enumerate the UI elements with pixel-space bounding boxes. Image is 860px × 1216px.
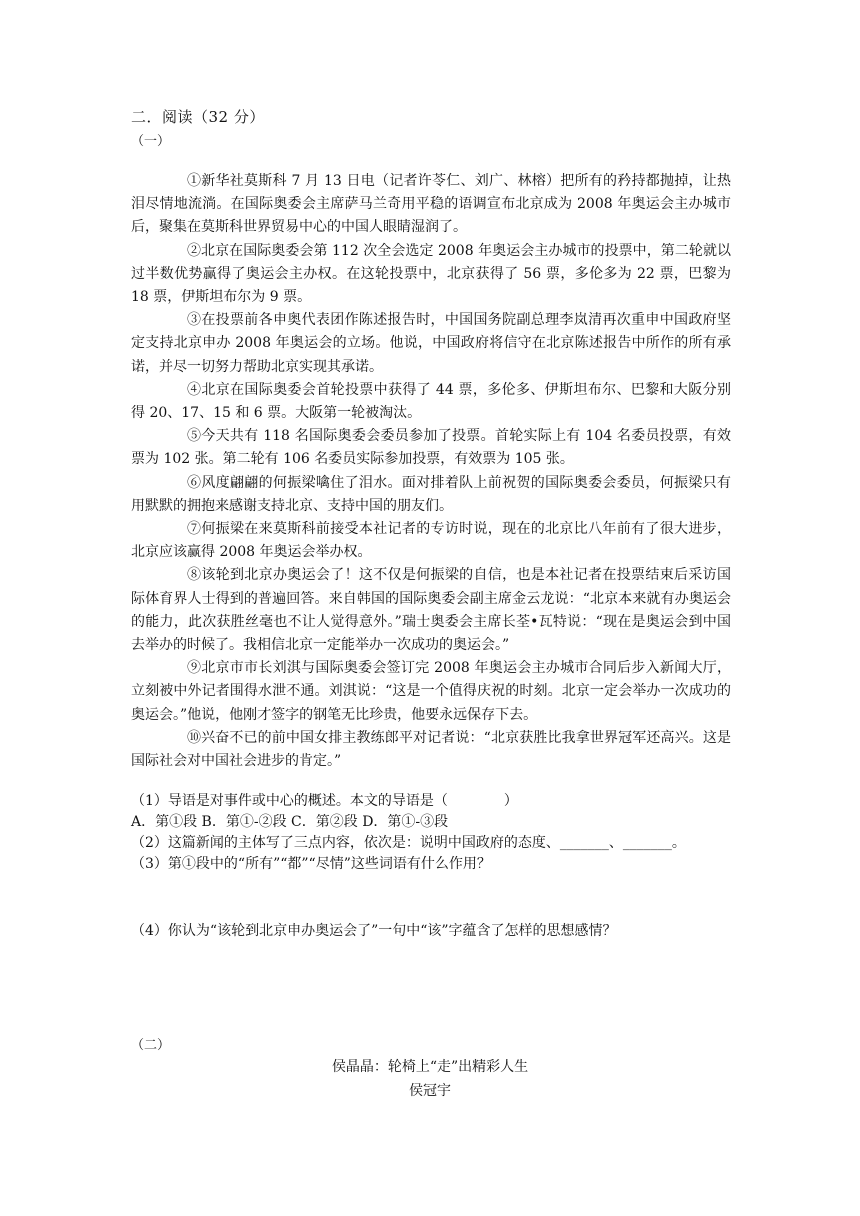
paragraph-10: ⑩兴奋不已的前中国女排主教练郎平对记者说：“北京获胜比我拿世界冠军还高兴。这是国际社会对中国社会进步的肯定。” xyxy=(131,729,731,770)
paragraph-8: ⑧该轮到北京办奥运会了！这不仅是何振梁的自信，也是本社记者在投票结束后采访国际体育界人士得到的普遍回答。来自韩国的国际奥委会副主席金云龙说：“北京本来就有办奥运会的能力，此次获胜丝毫也不让人觉得意外。”瑞士奥委会主席长荃•瓦特说：“现在是奥运会到中国去举办的时候了。我相信北京一定能举办一次成功的奥运会。” xyxy=(131,567,731,654)
paragraph-5: ⑤今天共有 118 名国际奥委会委员参加了投票。首轮实际上有 104 名委员投票，有效票为 102 张。第二轮有 106 名委员实际参加投票，有效票为 105 张。 xyxy=(131,428,731,468)
question-list xyxy=(131,791,751,875)
paragraph-9: ⑨北京市市长刘淇与国际奥委会签订完 2008 年奥运会主办城市合同后步入新闻大厅，立刻被中外记者围得水泄不通。刘淇说：“这是一个值得庆祝的时刻。北京一定会举办一次成功的奥运会。”他说，他刚才签字的钢笔无比珍贵，他要永远保存下去。 xyxy=(131,660,731,723)
article-2-author: 侯冠宇 xyxy=(409,1083,451,1099)
news-article xyxy=(131,170,731,773)
paragraph-6: ⑥风度翩翩的何振梁噙住了泪水。面对排着队上前祝贺的国际奥委会委员，何振梁只有用默默的拥抱来感谢支持北京、支持中国的朋友们。 xyxy=(131,474,731,514)
paragraph-3: ③在投票前各申奥代表团作陈述报告时，中国国务院副总理李岚清再次重申中国政府坚定支持北京申办 2008 年奥运会的立场。他说，中国政府将信守在北京陈述报告中所作的所有承诺，并尽一切努力帮助北京实现其承诺。 xyxy=(131,312,731,375)
paragraph-7: ⑦何振梁在来莫斯科前接受本社记者的专访时说，现在的北京比八年前有了很大进步，北京应该赢得 2008 年奥运会举办权。 xyxy=(131,521,731,561)
paragraph-4: ④北京在国际奥委会首轮投票中获得了 44 票，多伦多、伊斯坦布尔、巴黎和大阪分别得 20、17、15 和 6 票。大阪第一轮被淘汰。 xyxy=(131,381,731,422)
part-label-1: （一） xyxy=(131,134,171,149)
question-1: （1）导语是对事件或中心的概述。本文的导语是（ ） xyxy=(131,793,518,809)
paragraph-1: ①新华社莫斯科 7 月 13 日电（记者许苓仁、刘广、林榕）把所有的矜持都抛掉，让热泪尽情地流淌。在国际奥委会主席萨马兰奇用平稳的语调宣布北京成为 2008 年奥运会主办城市后，聚集在莫斯科世界贸易中心的中国人眼睛湿润了。 xyxy=(131,173,731,236)
question-4: （4）你认为“该轮到北京申办奥运会了”一句中“该”字蕴含了怎样的思想感情？ xyxy=(131,923,617,939)
question-3: （3）第①段中的“所有”“都”“尽情”这些词语有什么作用？ xyxy=(131,856,491,872)
question-1-options: A．第①段 B．第①-②段 C．第②段 D．第①-③段 xyxy=(131,814,449,830)
section-heading: 二．阅读（32 分） xyxy=(131,108,265,126)
article-2-title: 侯晶晶：轮椅上“走”出精彩人生 xyxy=(331,1059,529,1075)
paragraph-2: ②北京在国际奥委会第 112 次全会选定 2008 年奥运会主办城市的投票中，第二轮就以过半数优势赢得了奥运会主办权。在这轮投票中，北京获得了 56 票，多伦多为 22 票，巴黎为 18 票，伊斯坦布尔为 9 票。 xyxy=(131,242,731,306)
question-2: （2）这篇新闻的主体写了三点内容，依次是：说明中国政府的态度、_______、_______。 xyxy=(131,835,686,851)
part-label-2: （二） xyxy=(131,1038,171,1053)
